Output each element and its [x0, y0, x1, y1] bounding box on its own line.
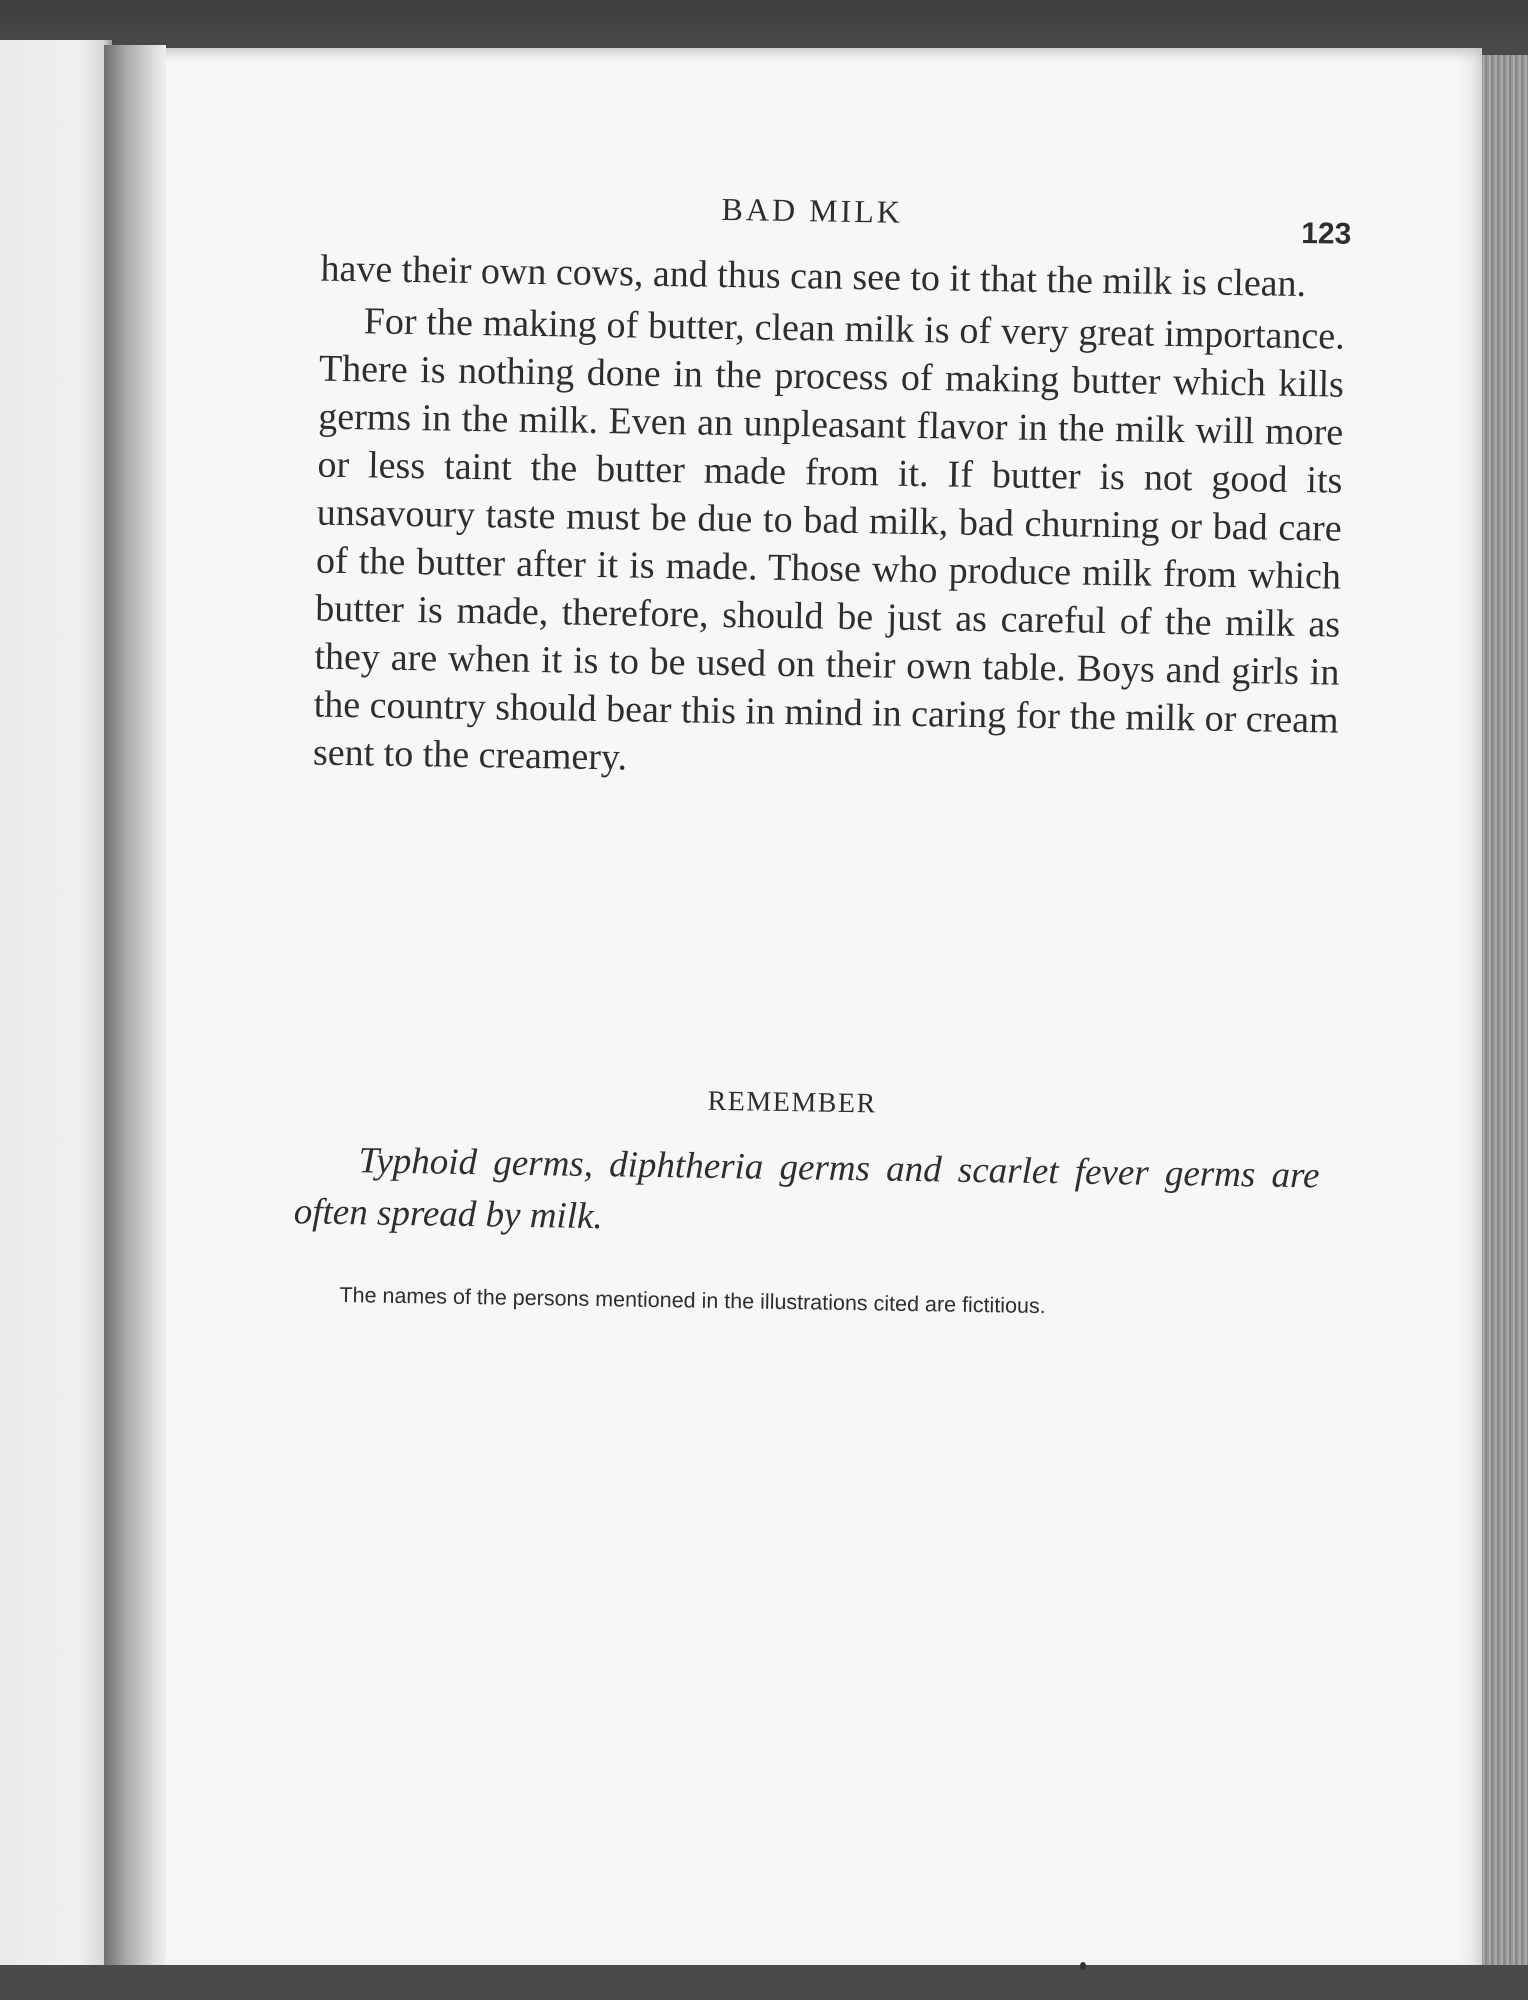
- footnote: The names of the persons mentioned in the illustrations cited are fictitious.: [339, 1283, 1046, 1319]
- facing-page-edge: [0, 40, 112, 1970]
- book-page: [150, 48, 1482, 1970]
- paragraph-continuation: have their own cows, and thus can see to it that the milk is clean.: [320, 247, 1307, 306]
- dust-speck: [1080, 1962, 1086, 1970]
- remember-heading: REMEMBER: [707, 1085, 877, 1120]
- page-content: [134, 37, 1496, 1980]
- remember-text: Typhoid germs, diphtheria germs and scarlet fever germs are often spread by milk.: [293, 1140, 1320, 1238]
- running-head: BAD MILK: [721, 190, 904, 230]
- body-text: [313, 245, 1346, 793]
- page-number: 123: [1301, 217, 1352, 251]
- gutter-shadow: [104, 45, 166, 1970]
- scan-bottom-border: [0, 1965, 1528, 2000]
- paragraph-butter: For the making of butter, clean milk is of very great importance. There is nothing done in the process of making butter which kills germs in the milk. Even an unpleasant flavor in the milk will more or less taint the butter made from it. If butter is not good its unsavoury taste must be due to bad milk, bad churning or bad care of the butter after it is made. Those who produce milk from which butter is made, therefore, should be just as careful of the milk as they are when it is to be used on their own table. Boys and girls in the country should bear this in mind in caring for the milk or cream sent to the creamery.: [312, 300, 1345, 779]
